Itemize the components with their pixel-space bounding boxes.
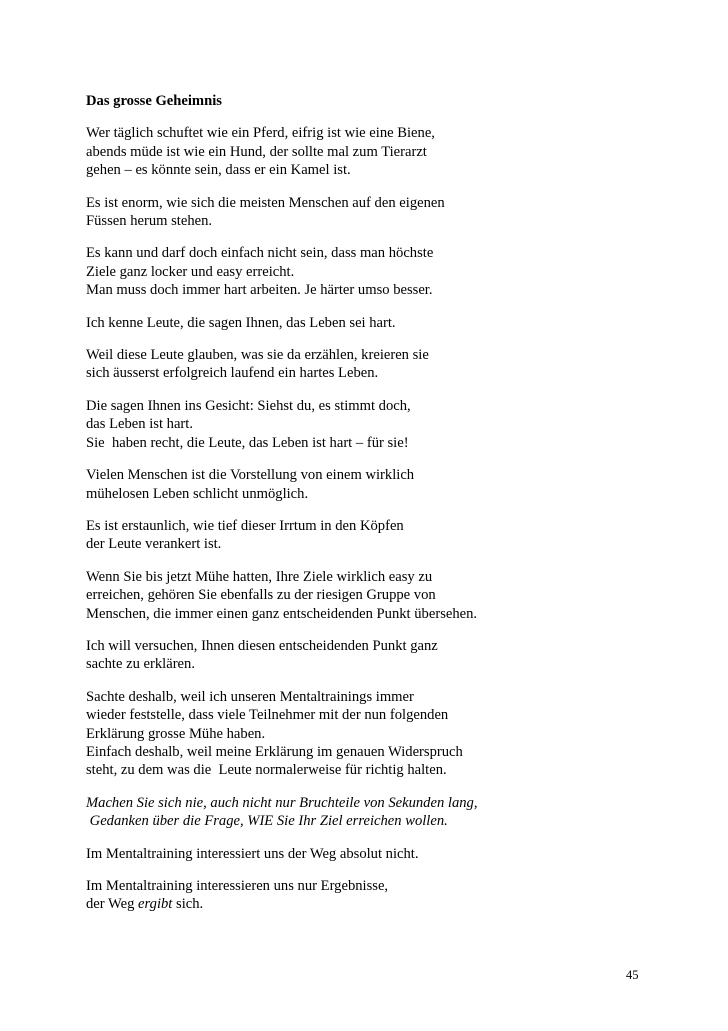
paragraph <box>86 346 686 383</box>
text-run: der Weg <box>86 896 139 913</box>
paragraph <box>86 688 686 780</box>
paragraph <box>86 568 686 623</box>
paragraph <box>86 637 686 674</box>
text-line: Ziele ganz locker und easy erreicht. <box>86 263 295 280</box>
paragraph <box>86 845 686 863</box>
text-line: Es kann und darf doch einfach nicht sein, dass man höchste <box>86 245 434 262</box>
text-line: Vielen Menschen ist die Vorstellung von einem wirklich <box>86 467 415 484</box>
paragraph <box>86 517 686 554</box>
text-line: Es ist enorm, wie sich die meisten Menschen auf den eigenen <box>86 194 445 211</box>
text-line: Weil diese Leute glauben, was sie da erzählen, kreieren sie <box>86 347 429 364</box>
document-title: Das grosse Geheimnis <box>86 93 222 109</box>
text-line: Im Mentaltraining interessieren uns nur Ergebnisse, <box>86 878 389 894</box>
text-line: Erklärung grosse Mühe haben. <box>86 725 266 742</box>
document-body <box>86 124 686 913</box>
text-line: abends müde ist wie ein Hund, der sollte mal zum Tierarzt <box>86 143 427 160</box>
text-line: Ich kenne Leute, die sagen Ihnen, das Leben sei hart. <box>86 314 396 331</box>
text-run: sich. <box>172 896 204 913</box>
text-line: Einfach deshalb, weil meine Erklärung im genauen Widerspruch <box>86 743 463 760</box>
text-line: Machen Sie sich nie, auch nicht nur Bruchteile von Sekunden lang, <box>86 794 478 811</box>
text-line: der Leute verankert ist. <box>86 536 222 553</box>
text-line: steht, zu dem was die Leute normalerweise für richtig halten. <box>86 762 447 779</box>
page-number: 45 <box>626 968 639 982</box>
text-line: wieder feststelle, dass viele Teilnehmer mit der nun folgenden <box>86 707 449 724</box>
text-line: erreichen, gehören Sie ebenfalls zu der riesigen Gruppe von <box>86 587 436 604</box>
text-line: Wenn Sie bis jetzt Mühe hatten, Ihre Ziele wirklich easy zu <box>86 568 433 585</box>
text-line: mühelosen Leben schlicht unmöglich. <box>86 485 309 502</box>
text-line: Wer täglich schuftet wie ein Pferd, eifrig ist wie eine Biene, <box>86 125 435 142</box>
text-line: Man muss doch immer hart arbeiten. Je härter umso besser. <box>86 282 433 299</box>
paragraph <box>86 124 686 179</box>
text-line: Die sagen Ihnen ins Gesicht: Siehst du, es stimmt doch, <box>86 397 411 414</box>
document-page <box>86 92 686 928</box>
paragraph <box>86 194 686 231</box>
paragraph <box>86 794 686 831</box>
emphasized-word: ergibt <box>138 896 173 913</box>
text-line: das Leben ist hart. <box>86 416 193 433</box>
text-line <box>86 895 686 913</box>
paragraph <box>86 466 686 503</box>
text-line: Gedanken über die Frage, WIE Sie Ihr Ziel erreichen wollen. <box>86 813 448 830</box>
paragraph <box>86 244 686 299</box>
paragraph <box>86 397 686 452</box>
text-line: sachte zu erklären. <box>86 656 195 673</box>
text-line: Sie haben recht, die Leute, das Leben ist hart – für sie! <box>86 434 409 451</box>
paragraph <box>86 314 686 332</box>
text-line: Sachte deshalb, weil ich unseren Mentaltrainings immer <box>86 688 414 705</box>
text-line: Menschen, die immer einen ganz entscheidenden Punkt übersehen. <box>86 605 478 622</box>
text-line: sich äusserst erfolgreich laufend ein hartes Leben. <box>86 365 379 382</box>
text-line: Im Mentaltraining interessiert uns der Weg absolut nicht. <box>86 845 419 862</box>
paragraph <box>86 877 686 914</box>
text-line: Füssen herum stehen. <box>86 213 213 230</box>
text-line: Es ist erstaunlich, wie tief dieser Irrtum in den Köpfen <box>86 517 404 534</box>
text-line: Ich will versuchen, Ihnen diesen entscheidenden Punkt ganz <box>86 637 438 654</box>
text-line: gehen – es könnte sein, dass er ein Kamel ist. <box>86 162 351 179</box>
